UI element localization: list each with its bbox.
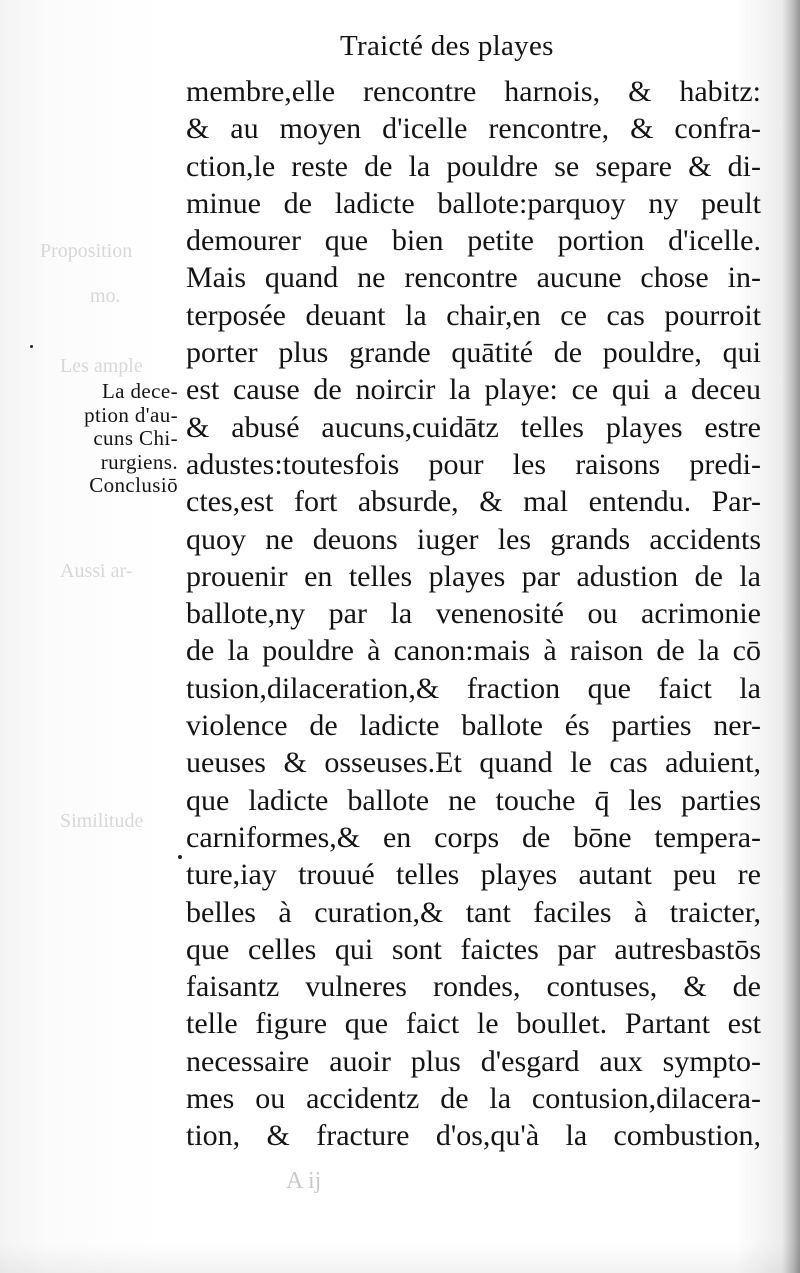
text-line: & abusé aucuns,cuidātz telles playes estre — [186, 410, 761, 444]
text-line: terposée deuant la chair,en ce cas pourroit — [186, 298, 761, 332]
text-line: belles à curation,& tant faciles à traicter, — [186, 895, 761, 929]
text-line: membre,elle rencontre harnois, & habitz: — [186, 75, 761, 108]
text-line: ctes,est fort absurde, & mal entendu. Par- — [186, 485, 761, 519]
text-line: tion, & fracture d'os,qu'à la combustion, — [186, 1119, 761, 1153]
text-line: carniformes,& en corps de bōne tempera- — [186, 820, 761, 854]
margin-note-line: cuns Chi- — [93, 426, 178, 450]
text-line: ture,iay trouué telles playes autant peu re — [186, 858, 761, 892]
margin-note-line: rurgiens. — [100, 449, 178, 474]
text-line: Mais quand ne rencontre aucune chose in- — [186, 261, 761, 295]
text-line: demourer que bien petite portion d'icelle. — [186, 224, 761, 258]
text-line: mes ou accidentz de la contusion,dilacera- — [186, 1082, 761, 1116]
text-line: porter plus grande quātité de pouldre, qui — [186, 336, 761, 370]
text-line: necessaire auoir plus d'esgard aux sympto- — [186, 1044, 761, 1078]
text-line: tusion,dilaceration,& fraction que faict la — [186, 671, 761, 705]
text-line: de la pouldre à canon:mais à raison de la cō — [186, 634, 761, 668]
body-text — [186, 73, 761, 1155]
signature-mark: A ij — [286, 1168, 322, 1194]
text-line: adustes:toutesfois pour les raisons predi- — [186, 447, 761, 481]
text-line: telle figure que faict le boullet. Partant est — [186, 1007, 761, 1041]
page-edge-shadow — [782, 0, 800, 1273]
page-bottom-shadow — [0, 1243, 800, 1273]
ink-speck — [178, 855, 182, 859]
text-line: quoy ne deuons iuger les grands accidents — [186, 522, 761, 556]
bleed-through-text: Proposition — [40, 240, 133, 262]
bleed-through-text: Les ample — [60, 355, 143, 377]
text-line: prouenir en telles playes par adustion de la — [186, 559, 761, 593]
text-line: ction,le reste de la pouldre se separe & di- — [186, 149, 761, 183]
bleed-through-text: Similitude — [60, 810, 144, 832]
text-line: ueuses & osseuses.Et quand le cas aduient, — [186, 746, 761, 780]
margin-note-line: Conclusiō — [89, 473, 178, 497]
text-line: & au moyen d'icelle rencontre, & confra- — [186, 112, 761, 146]
margin-note — [48, 380, 178, 498]
bleed-through-text: mo. — [90, 285, 121, 307]
margin-note-line: La dece- — [101, 379, 178, 403]
margin-note-line: ption d'au- — [84, 402, 178, 427]
ink-speck — [30, 345, 33, 348]
text-line: que ladicte ballote ne touche q̄ les parties — [186, 783, 761, 817]
text-line: faisantz vulneres rondes, contuses, & de — [186, 970, 761, 1004]
text-line: est cause de noircir la playe: ce qui a deceu — [186, 373, 761, 407]
text-line: violence de ladicte ballote és parties ner- — [186, 709, 761, 743]
text-line: ballote,ny par la venenosité ou acrimonie — [186, 597, 761, 631]
running-head: Traicté des playes — [340, 30, 554, 62]
bleed-through-text: Aussi ar- — [60, 560, 133, 582]
text-line: que celles qui sont faictes par autresbastōs — [186, 932, 761, 966]
text-line: minue de ladicte ballote:parquoy ny peult — [186, 186, 761, 220]
